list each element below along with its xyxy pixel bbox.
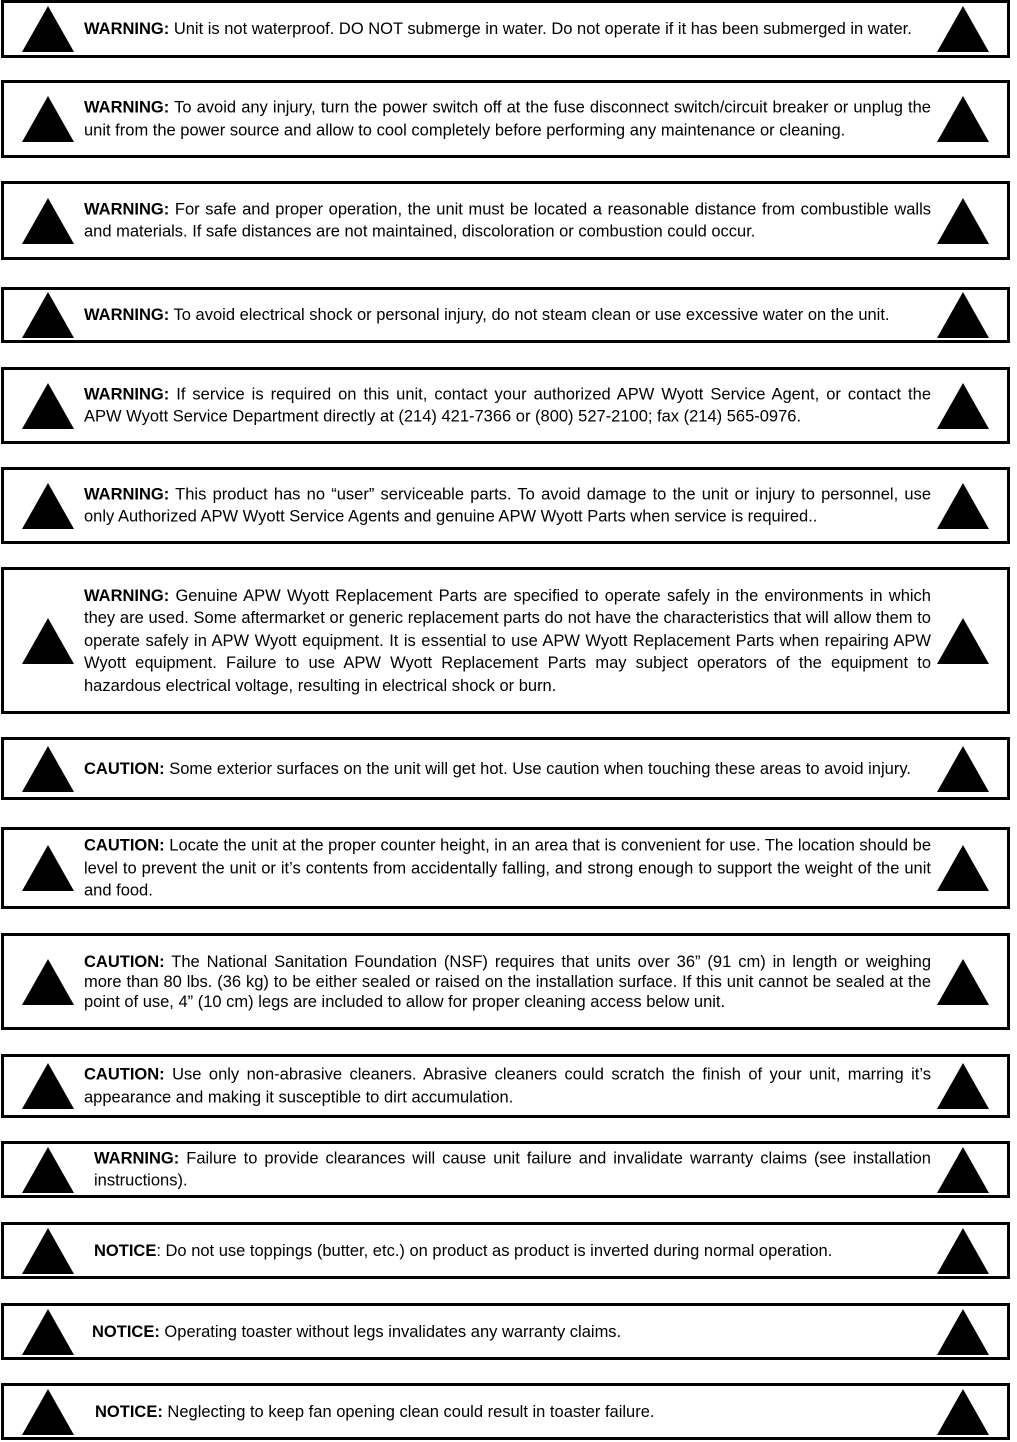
warning-triangle-icon	[22, 6, 74, 52]
notice-text	[84, 952, 931, 1012]
notice-text	[95, 1400, 931, 1423]
notice-text	[84, 198, 931, 243]
warning-triangle-icon	[22, 96, 74, 142]
notice-body: Unit is not waterproof. DO NOT submerge in water. Do not operate if it has been submerged in water.	[169, 19, 912, 38]
notice-text	[94, 1147, 931, 1192]
warning-triangle-icon	[22, 383, 74, 429]
notice-label: WARNING:	[84, 305, 170, 324]
warning-triangle-icon	[22, 1309, 74, 1355]
warning-triangle-icon	[22, 1389, 74, 1435]
notice-label: WARNING:	[84, 485, 170, 503]
warning-triangle-icon	[937, 618, 989, 664]
notice-box	[1, 827, 1010, 909]
warning-triangle-icon	[937, 198, 989, 244]
notice-text	[84, 483, 931, 528]
notice-label: CAUTION:	[84, 1065, 165, 1084]
notice-body: To avoid any injury, turn the power switch off at the fuse disconnect switch/circuit breaker or unplug the unit from the power source and allow to cool completely before performing any maintenance or cleaning.	[84, 98, 931, 139]
notice-box	[1, 933, 1010, 1030]
notice-body: Some exterior surfaces on the unit will get hot. Use caution when touching these areas to avoid injury.	[164, 759, 911, 778]
notice-label: WARNING:	[84, 385, 170, 403]
notice-text	[84, 1064, 931, 1109]
notice-box	[1, 287, 1010, 343]
notice-box	[1, 1303, 1010, 1360]
notice-body: : Do not use toppings (butter, etc.) on product as product is inverted during normal operation.	[156, 1241, 833, 1260]
notice-box	[1, 367, 1010, 444]
warning-triangle-icon	[937, 483, 989, 529]
warning-triangle-icon	[937, 845, 989, 891]
notice-box	[1, 1222, 1010, 1279]
notice-box	[1, 1054, 1010, 1118]
notice-body: The National Sanitation Foundation (NSF) requires that units over 36” (91 cm) in length or weighing more than 80 lbs. (36 kg) to be either sealed or raised on the installation surface. If this unit cannot be sealed at the point of use, 4” (10 cm) legs are included to allow for proper cleaning access below unit.	[84, 952, 931, 1011]
notice-body: Use only non-abrasive cleaners. Abrasive cleaners could scratch the finish of your unit, marring it’s appearance and making it susceptible to dirt accumulation.	[84, 1065, 931, 1106]
warning-triangle-icon	[937, 1309, 989, 1355]
notice-box	[1, 567, 1010, 714]
notice-label: WARNING:	[94, 1149, 180, 1167]
warning-triangle-icon	[937, 6, 989, 52]
notice-body: If service is required on this unit, contact your authorized APW Wyott Service Agent, or contact the APW Wyott Service Department directly at (214) 421-7366 or (800) 527-2100; fax (214) 565-0976.	[84, 385, 931, 426]
notice-body: Failure to provide clearances will cause unit failure and invalidate warranty claims (see installation instructions).	[94, 1149, 931, 1190]
warning-triangle-icon	[937, 292, 989, 338]
notice-label: WARNING:	[84, 200, 170, 218]
notice-label: CAUTION:	[84, 836, 165, 855]
notice-text	[84, 97, 931, 142]
notice-label: NOTICE:	[95, 1402, 163, 1421]
notice-text	[92, 1320, 931, 1343]
notice-text	[94, 1239, 931, 1262]
notice-body: Operating toaster without legs invalidates any warranty claims.	[159, 1322, 622, 1341]
notice-box	[1, 80, 1010, 158]
notice-text	[84, 834, 931, 902]
warning-triangle-icon	[937, 383, 989, 429]
notice-box	[1, 1383, 1010, 1440]
notice-label: WARNING:	[84, 98, 170, 117]
notice-label: NOTICE	[94, 1241, 157, 1260]
notice-body: Locate the unit at the proper counter height, in an area that is convenient for use. The location should be level to prevent the unit or it’s contents from accidentally falling, and strong enough to support the weight of the unit and food.	[84, 836, 931, 900]
warning-triangle-icon	[22, 483, 74, 529]
warning-triangle-icon	[937, 746, 989, 792]
warning-triangle-icon	[937, 96, 989, 142]
warning-triangle-icon	[937, 1389, 989, 1435]
notice-box	[1, 0, 1010, 58]
notice-box	[1, 1141, 1010, 1198]
warning-triangle-icon	[937, 1147, 989, 1193]
notice-box	[1, 737, 1010, 800]
notice-body: To avoid electrical shock or personal injury, do not steam clean or use excessive water on the unit.	[169, 305, 890, 324]
warning-triangle-icon	[22, 292, 74, 338]
notice-box	[1, 181, 1010, 260]
notice-body: This product has no “user” serviceable parts. To avoid damage to the unit or injury to personnel, use only Authorized APW Wyott Service Agents and genuine APW Wyott Parts when service is required..	[84, 485, 931, 526]
warning-triangle-icon	[22, 959, 74, 1005]
notice-label: CAUTION:	[84, 952, 165, 971]
warning-triangle-icon	[937, 1228, 989, 1274]
notice-text	[84, 584, 931, 697]
warning-triangle-icon	[937, 1063, 989, 1109]
warning-triangle-icon	[22, 746, 74, 792]
warning-triangle-icon	[22, 1228, 74, 1274]
notice-text	[84, 757, 931, 780]
warning-triangle-icon	[22, 1063, 74, 1109]
notice-label: WARNING:	[84, 586, 170, 605]
notice-body: Genuine APW Wyott Replacement Parts are specified to operate safely in the environments in which they are used. Some aftermarket or generic replacement parts do not have the characteristics that will allow them to operate safely in APW Wyott equipment. It is essential to use APW Wyott Replacement Parts when repairing APW Wyott equipment. Failure to use APW Wyott Replacement Parts may subject operators of the equipment to hazardous electrical voltage, resulting in electrical shock or burn.	[84, 586, 931, 695]
warning-triangle-icon	[22, 618, 74, 664]
warning-triangle-icon	[937, 959, 989, 1005]
notice-text	[84, 383, 931, 428]
notice-body: For safe and proper operation, the unit must be located a reasonable distance from combustible walls and materials. If safe distances are not maintained, discoloration or combustion could occur.	[84, 200, 931, 241]
notice-box	[1, 467, 1010, 544]
warning-triangle-icon	[22, 1147, 74, 1193]
notice-body: Neglecting to keep fan opening clean could result in toaster failure.	[162, 1402, 655, 1421]
warning-triangle-icon	[22, 198, 74, 244]
notice-label: WARNING:	[84, 19, 170, 38]
notice-text	[84, 304, 931, 327]
warning-triangle-icon	[22, 845, 74, 891]
notice-label: CAUTION:	[84, 759, 165, 778]
notice-label: NOTICE:	[92, 1322, 160, 1341]
notice-text	[84, 18, 931, 41]
